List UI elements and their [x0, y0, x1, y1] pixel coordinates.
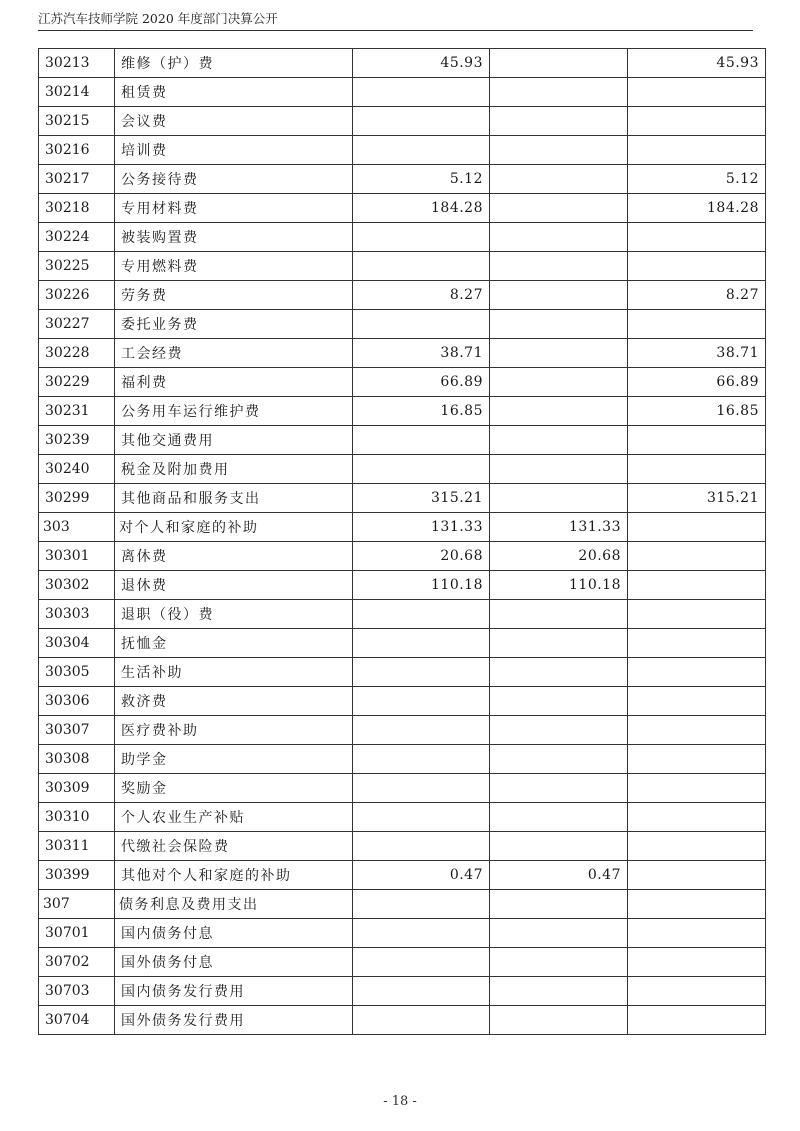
table-row — [39, 223, 766, 252]
row-code: 30226 — [39, 281, 115, 310]
expenditure-table — [38, 48, 766, 1035]
header-divider — [38, 30, 753, 31]
row-code: 30214 — [39, 78, 115, 107]
table-row — [39, 890, 766, 919]
row-name: 工会经费 — [115, 339, 353, 368]
row-name: 对个人和家庭的补助 — [115, 513, 353, 542]
row-project — [628, 629, 766, 658]
row-name: 国外债务发行费用 — [115, 1006, 353, 1035]
row-code: 30301 — [39, 542, 115, 571]
row-code: 30225 — [39, 252, 115, 281]
row-project: 66.89 — [628, 368, 766, 397]
row-project: 8.27 — [628, 281, 766, 310]
row-name: 培训费 — [115, 136, 353, 165]
row-project — [628, 310, 766, 339]
row-name: 会议费 — [115, 107, 353, 136]
table-row — [39, 107, 766, 136]
row-code: 30216 — [39, 136, 115, 165]
row-project — [628, 774, 766, 803]
table-row — [39, 774, 766, 803]
row-total — [353, 223, 490, 252]
row-name: 其他对个人和家庭的补助 — [115, 861, 353, 890]
table-row — [39, 252, 766, 281]
row-code: 30311 — [39, 832, 115, 861]
row-name: 抚恤金 — [115, 629, 353, 658]
row-total: 0.47 — [353, 861, 490, 890]
table-row — [39, 600, 766, 629]
row-basic — [490, 281, 628, 310]
row-basic — [490, 948, 628, 977]
row-code: 30310 — [39, 803, 115, 832]
row-total: 184.28 — [353, 194, 490, 223]
row-code: 30218 — [39, 194, 115, 223]
row-code: 307 — [39, 890, 115, 919]
row-total — [353, 977, 490, 1006]
document-header: 江苏汽车技师学院 2020 年度部门决算公开 — [38, 11, 278, 26]
row-code: 30228 — [39, 339, 115, 368]
row-project: 184.28 — [628, 194, 766, 223]
row-code: 30224 — [39, 223, 115, 252]
row-project: 45.93 — [628, 49, 766, 78]
row-project — [628, 948, 766, 977]
row-name: 个人农业生产补贴 — [115, 803, 353, 832]
row-project — [628, 78, 766, 107]
table-row — [39, 977, 766, 1006]
row-code: 30302 — [39, 571, 115, 600]
row-name: 生活补助 — [115, 658, 353, 687]
table-row — [39, 832, 766, 861]
row-total: 20.68 — [353, 542, 490, 571]
row-total — [353, 687, 490, 716]
row-total — [353, 629, 490, 658]
row-basic — [490, 310, 628, 339]
row-project — [628, 716, 766, 745]
row-basic — [490, 107, 628, 136]
table-body — [39, 49, 766, 1035]
row-total — [353, 252, 490, 281]
row-basic — [490, 977, 628, 1006]
row-code: 30217 — [39, 165, 115, 194]
row-basic — [490, 1006, 628, 1035]
table-row — [39, 136, 766, 165]
table-row — [39, 310, 766, 339]
row-project: 38.71 — [628, 339, 766, 368]
row-total: 16.85 — [353, 397, 490, 426]
table-row — [39, 426, 766, 455]
row-total — [353, 919, 490, 948]
row-total — [353, 716, 490, 745]
row-total: 45.93 — [353, 49, 490, 78]
table-row — [39, 803, 766, 832]
row-name: 国内债务发行费用 — [115, 977, 353, 1006]
row-basic — [490, 49, 628, 78]
row-basic: 110.18 — [490, 571, 628, 600]
row-total: 8.27 — [353, 281, 490, 310]
row-code: 30305 — [39, 658, 115, 687]
row-total — [353, 310, 490, 339]
row-project — [628, 687, 766, 716]
row-basic: 131.33 — [490, 513, 628, 542]
table-row — [39, 571, 766, 600]
row-code: 30239 — [39, 426, 115, 455]
row-basic — [490, 194, 628, 223]
row-total — [353, 107, 490, 136]
row-name: 专用材料费 — [115, 194, 353, 223]
row-name: 公务用车运行维护费 — [115, 397, 353, 426]
row-basic — [490, 658, 628, 687]
row-project — [628, 832, 766, 861]
row-project — [628, 455, 766, 484]
table-row — [39, 716, 766, 745]
table-row — [39, 948, 766, 977]
row-basic — [490, 78, 628, 107]
row-project — [628, 513, 766, 542]
row-total — [353, 78, 490, 107]
row-basic — [490, 600, 628, 629]
row-basic — [490, 832, 628, 861]
row-basic — [490, 397, 628, 426]
page-number: - 18 - — [383, 1094, 417, 1109]
row-project — [628, 223, 766, 252]
table-row — [39, 165, 766, 194]
table-row — [39, 687, 766, 716]
row-total — [353, 426, 490, 455]
row-basic — [490, 223, 628, 252]
row-name: 救济费 — [115, 687, 353, 716]
row-basic — [490, 774, 628, 803]
row-project — [628, 861, 766, 890]
row-name: 其他交通费用 — [115, 426, 353, 455]
row-code: 30213 — [39, 49, 115, 78]
row-project — [628, 136, 766, 165]
row-project — [628, 571, 766, 600]
row-code: 30299 — [39, 484, 115, 513]
row-basic — [490, 687, 628, 716]
row-name: 代缴社会保险费 — [115, 832, 353, 861]
row-name: 国外债务付息 — [115, 948, 353, 977]
row-basic — [490, 716, 628, 745]
row-code: 30308 — [39, 745, 115, 774]
row-name: 专用燃料费 — [115, 252, 353, 281]
row-basic — [490, 426, 628, 455]
row-total — [353, 774, 490, 803]
row-total — [353, 600, 490, 629]
row-basic — [490, 484, 628, 513]
row-project: 315.21 — [628, 484, 766, 513]
row-name: 被装购置费 — [115, 223, 353, 252]
row-total — [353, 455, 490, 484]
row-total — [353, 658, 490, 687]
row-code: 30215 — [39, 107, 115, 136]
row-basic — [490, 745, 628, 774]
row-code: 30240 — [39, 455, 115, 484]
row-project — [628, 600, 766, 629]
row-project — [628, 977, 766, 1006]
row-code: 30703 — [39, 977, 115, 1006]
row-code: 30702 — [39, 948, 115, 977]
row-basic — [490, 368, 628, 397]
row-project — [628, 803, 766, 832]
row-code: 30303 — [39, 600, 115, 629]
table-row — [39, 455, 766, 484]
table-row — [39, 861, 766, 890]
row-total: 110.18 — [353, 571, 490, 600]
row-name: 退职（役）费 — [115, 600, 353, 629]
row-total — [353, 948, 490, 977]
row-name: 奖励金 — [115, 774, 353, 803]
row-name: 医疗费补助 — [115, 716, 353, 745]
row-basic — [490, 629, 628, 658]
row-name: 助学金 — [115, 745, 353, 774]
row-total — [353, 1006, 490, 1035]
row-name: 福利费 — [115, 368, 353, 397]
table-row — [39, 1006, 766, 1035]
row-code: 30399 — [39, 861, 115, 890]
row-total: 66.89 — [353, 368, 490, 397]
table-row — [39, 484, 766, 513]
row-code: 30227 — [39, 310, 115, 339]
row-basic — [490, 136, 628, 165]
table-row — [39, 513, 766, 542]
row-total: 38.71 — [353, 339, 490, 368]
row-basic — [490, 165, 628, 194]
row-total — [353, 832, 490, 861]
row-code: 30704 — [39, 1006, 115, 1035]
row-project — [628, 107, 766, 136]
row-total — [353, 890, 490, 919]
table-row — [39, 658, 766, 687]
row-project — [628, 658, 766, 687]
table-row — [39, 281, 766, 310]
row-basic: 20.68 — [490, 542, 628, 571]
row-project — [628, 252, 766, 281]
row-total: 131.33 — [353, 513, 490, 542]
row-code: 30229 — [39, 368, 115, 397]
table-row — [39, 629, 766, 658]
row-name: 劳务费 — [115, 281, 353, 310]
row-name: 租赁费 — [115, 78, 353, 107]
row-name: 维修（护）费 — [115, 49, 353, 78]
row-project — [628, 745, 766, 774]
row-name: 债务利息及费用支出 — [115, 890, 353, 919]
row-total — [353, 745, 490, 774]
row-basic — [490, 890, 628, 919]
table-row — [39, 397, 766, 426]
row-name: 税金及附加费用 — [115, 455, 353, 484]
row-basic — [490, 919, 628, 948]
row-project — [628, 919, 766, 948]
row-total — [353, 803, 490, 832]
row-project — [628, 426, 766, 455]
row-code: 30307 — [39, 716, 115, 745]
row-project — [628, 542, 766, 571]
row-basic — [490, 803, 628, 832]
row-code: 30309 — [39, 774, 115, 803]
row-code: 30701 — [39, 919, 115, 948]
row-total: 315.21 — [353, 484, 490, 513]
row-project: 5.12 — [628, 165, 766, 194]
row-name: 离休费 — [115, 542, 353, 571]
row-name: 其他商品和服务支出 — [115, 484, 353, 513]
row-basic — [490, 455, 628, 484]
table-row — [39, 339, 766, 368]
row-basic — [490, 339, 628, 368]
row-code: 30306 — [39, 687, 115, 716]
row-basic — [490, 252, 628, 281]
row-project — [628, 890, 766, 919]
row-code: 30231 — [39, 397, 115, 426]
row-name: 国内债务付息 — [115, 919, 353, 948]
row-name: 退休费 — [115, 571, 353, 600]
row-project: 16.85 — [628, 397, 766, 426]
row-code: 30304 — [39, 629, 115, 658]
row-total — [353, 136, 490, 165]
table-row — [39, 745, 766, 774]
row-name: 委托业务费 — [115, 310, 353, 339]
row-total: 5.12 — [353, 165, 490, 194]
table-row — [39, 542, 766, 571]
table-row — [39, 78, 766, 107]
table-row — [39, 368, 766, 397]
row-project — [628, 1006, 766, 1035]
row-basic: 0.47 — [490, 861, 628, 890]
row-code: 303 — [39, 513, 115, 542]
table-row — [39, 194, 766, 223]
table-row — [39, 919, 766, 948]
table-row — [39, 49, 766, 78]
row-name: 公务接待费 — [115, 165, 353, 194]
